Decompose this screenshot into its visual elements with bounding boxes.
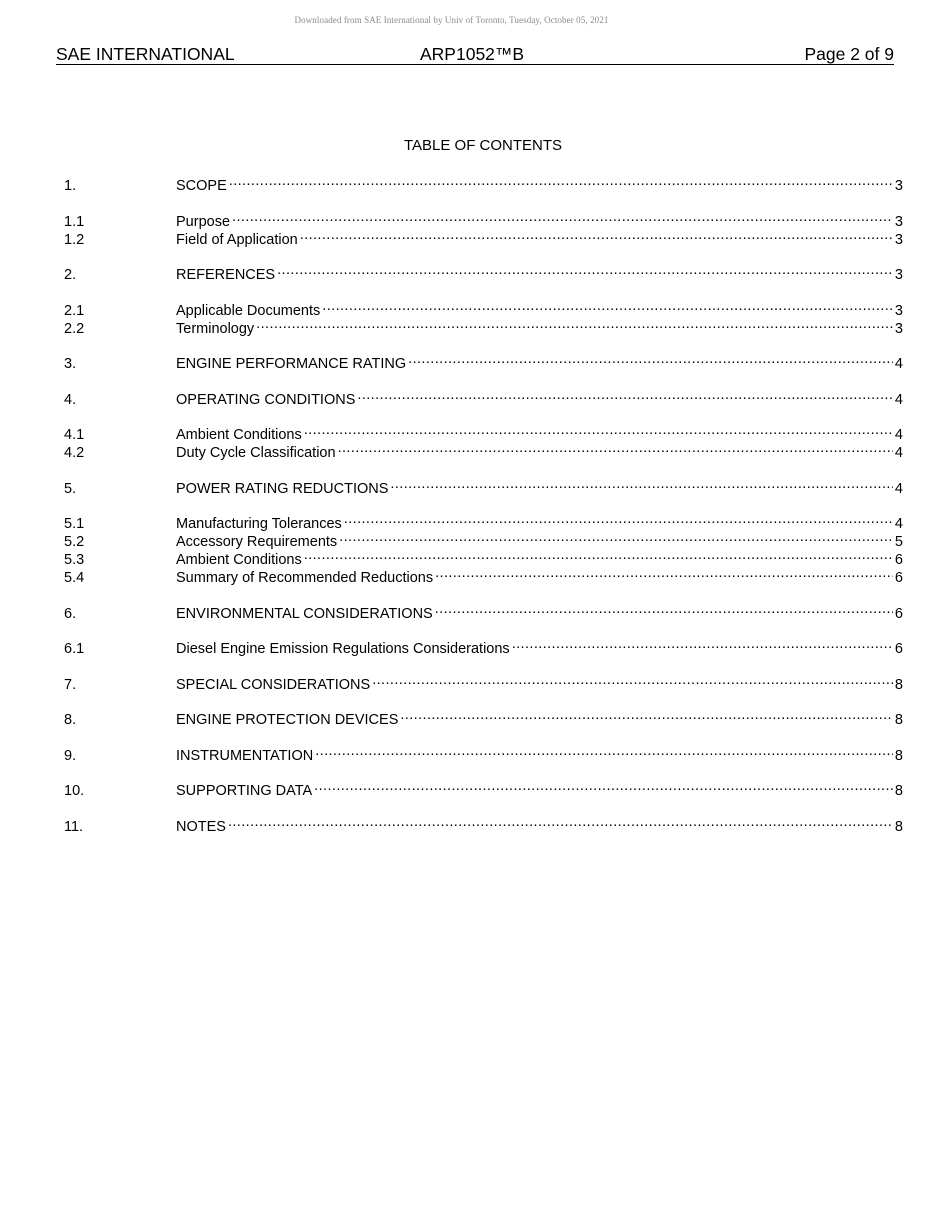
toc-entry[interactable] (64, 350, 903, 372)
table-of-contents (64, 172, 903, 848)
toc-entry-label[interactable]: Purpose (176, 213, 231, 230)
toc-entry-page: 6 (894, 570, 903, 586)
toc-entry-page: 4 (894, 391, 903, 408)
toc-entry-page: 5 (894, 534, 903, 550)
toc-entry-label[interactable]: Duty Cycle Classification (176, 445, 336, 461)
toc-entry[interactable] (64, 635, 903, 657)
toc-entry[interactable] (64, 297, 903, 319)
header-organization: SAE INTERNATIONAL (56, 44, 235, 64)
toc-entry-number: 2.1 (64, 302, 85, 319)
toc-entry[interactable] (64, 742, 903, 764)
toc-entry-page: 6 (894, 552, 903, 568)
toc-group (64, 706, 903, 728)
toc-entry-page: 3 (894, 178, 903, 194)
toc-entry[interactable] (64, 600, 903, 622)
toc-entry[interactable] (64, 386, 903, 408)
toc-entry-number: 2.2 (64, 320, 85, 337)
toc-entry-label[interactable]: INSTRUMENTATION (176, 747, 314, 764)
toc-entry-label[interactable]: Ambient Conditions (176, 552, 302, 568)
toc-dot-leader (256, 315, 893, 333)
toc-dot-leader (400, 706, 893, 724)
toc-entry-number: 5.2 (64, 534, 85, 550)
toc-entry-number: 4.2 (64, 445, 85, 461)
toc-entry-label[interactable]: Diesel Engine Emission Regulations Considerations (176, 641, 510, 657)
toc-dot-leader (228, 813, 893, 831)
toc-group (64, 510, 903, 586)
toc-entry-label[interactable]: ENGINE PROTECTION DEVICES (176, 712, 399, 728)
toc-entry-number: 1. (64, 178, 77, 194)
toc-dot-leader (372, 671, 893, 689)
toc-group (64, 671, 903, 693)
toc-group (64, 777, 903, 799)
page-header (56, 44, 894, 65)
toc-entry-page: 8 (894, 818, 903, 835)
toc-group (64, 261, 903, 283)
toc-entry-page: 8 (894, 747, 903, 764)
toc-dot-leader (314, 777, 893, 795)
toc-group (64, 350, 903, 372)
toc-dot-leader (512, 635, 893, 653)
toc-entry-page: 4 (894, 445, 903, 461)
toc-entry-number: 11. (64, 818, 84, 835)
toc-entry[interactable] (64, 421, 903, 443)
toc-entry-number: 2. (64, 267, 77, 283)
toc-entry[interactable] (64, 671, 903, 693)
toc-entry-label[interactable]: Field of Application (176, 231, 298, 248)
toc-entry-number: 1.1 (64, 213, 85, 230)
toc-entry-label[interactable]: REFERENCES (176, 267, 276, 283)
toc-dot-leader (357, 386, 893, 404)
toc-dot-leader (300, 226, 893, 244)
toc-entry[interactable] (64, 777, 903, 799)
toc-entry-number: 6.1 (64, 641, 85, 657)
toc-dot-leader (229, 172, 893, 190)
toc-group (64, 600, 903, 622)
toc-dot-leader (315, 742, 893, 760)
toc-title: TABLE OF CONTENTS (403, 137, 563, 154)
toc-entry-label[interactable]: Terminology (176, 320, 255, 337)
toc-group (64, 475, 903, 497)
toc-dot-leader (304, 421, 893, 439)
toc-entry-label[interactable]: Accessory Requirements (176, 534, 338, 550)
toc-entry-page: 3 (894, 213, 903, 230)
toc-entry-label[interactable]: ENVIRONMENTAL CONSIDERATIONS (176, 605, 433, 622)
toc-dot-leader (338, 439, 893, 457)
toc-entry-number: 3. (64, 356, 77, 372)
toc-entry-page: 4 (894, 427, 903, 443)
toc-entry-label[interactable]: SCOPE (176, 178, 227, 194)
toc-entry-label[interactable]: SUPPORTING DATA (176, 783, 313, 799)
toc-entry-label[interactable]: NOTES (176, 818, 226, 835)
toc-entry-number: 10. (64, 783, 85, 799)
toc-dot-leader (277, 261, 893, 279)
toc-entry-page: 3 (894, 302, 903, 319)
toc-entry-label[interactable]: Ambient Conditions (176, 427, 302, 443)
toc-entry-page: 4 (894, 480, 903, 497)
toc-group (64, 742, 903, 764)
toc-entry[interactable] (64, 475, 903, 497)
header-page-number: Page 2 of 9 (804, 44, 894, 64)
toc-group (64, 421, 903, 461)
toc-entry-number: 6. (64, 605, 77, 622)
toc-entry-page: 8 (894, 783, 903, 799)
toc-entry-number: 4.1 (64, 427, 85, 443)
toc-group (64, 813, 903, 835)
toc-entry[interactable] (64, 172, 903, 194)
toc-dot-leader (322, 297, 893, 315)
toc-entry-page: 6 (894, 605, 903, 622)
toc-entry-number: 1.2 (64, 231, 85, 248)
download-watermark: Downloaded from SAE International by Univ of Toronto, Tuesday, October 05, 2021 (294, 15, 609, 25)
toc-group (64, 172, 903, 194)
toc-entry[interactable] (64, 510, 903, 532)
toc-entry[interactable] (64, 208, 903, 230)
toc-entry-number: 5.1 (64, 516, 85, 532)
toc-entry-number: 5.4 (64, 570, 85, 586)
toc-entry-page: 8 (894, 676, 903, 693)
toc-entry-label[interactable]: Summary of Recommended Reductions (176, 570, 434, 586)
toc-group (64, 635, 903, 657)
toc-entry-page: 3 (894, 231, 903, 248)
toc-entry-label[interactable]: SPECIAL CONSIDERATIONS (176, 676, 371, 693)
toc-dot-leader (339, 528, 893, 546)
toc-entry-number: 9. (64, 747, 77, 764)
toc-group (64, 297, 903, 337)
toc-entry[interactable] (64, 813, 903, 835)
toc-entry-label[interactable]: Manufacturing Tolerances (176, 516, 342, 532)
toc-entry-number: 7. (64, 676, 77, 693)
toc-entry-page: 4 (894, 356, 903, 372)
header-document-id: ARP1052™B (420, 44, 525, 64)
toc-group (64, 208, 903, 248)
toc-entry-number: 5. (64, 480, 77, 497)
toc-entry-number: 5.3 (64, 552, 85, 568)
toc-group (64, 386, 903, 408)
toc-entry-number: 8. (64, 712, 77, 728)
toc-entry-label[interactable]: OPERATING CONDITIONS (176, 391, 356, 408)
toc-dot-leader (232, 208, 893, 226)
toc-entry-page: 3 (894, 267, 903, 283)
toc-entry-label[interactable]: POWER RATING REDUCTIONS (176, 480, 389, 497)
toc-entry-page: 3 (894, 320, 903, 337)
toc-entry-number: 4. (64, 391, 77, 408)
toc-entry-label[interactable]: ENGINE PERFORMANCE RATING (176, 356, 407, 372)
toc-entry-page: 4 (894, 516, 903, 532)
toc-entry-page: 8 (894, 712, 903, 728)
toc-dot-leader (435, 564, 893, 582)
toc-entry-label[interactable]: Applicable Documents (176, 302, 321, 319)
toc-entry-page: 6 (894, 641, 903, 657)
toc-entry[interactable] (64, 261, 903, 283)
toc-dot-leader (304, 546, 893, 564)
toc-dot-leader (408, 350, 893, 368)
toc-dot-leader (344, 510, 893, 528)
toc-dot-leader (435, 600, 893, 618)
toc-dot-leader (390, 475, 893, 493)
toc-entry[interactable] (64, 706, 903, 728)
